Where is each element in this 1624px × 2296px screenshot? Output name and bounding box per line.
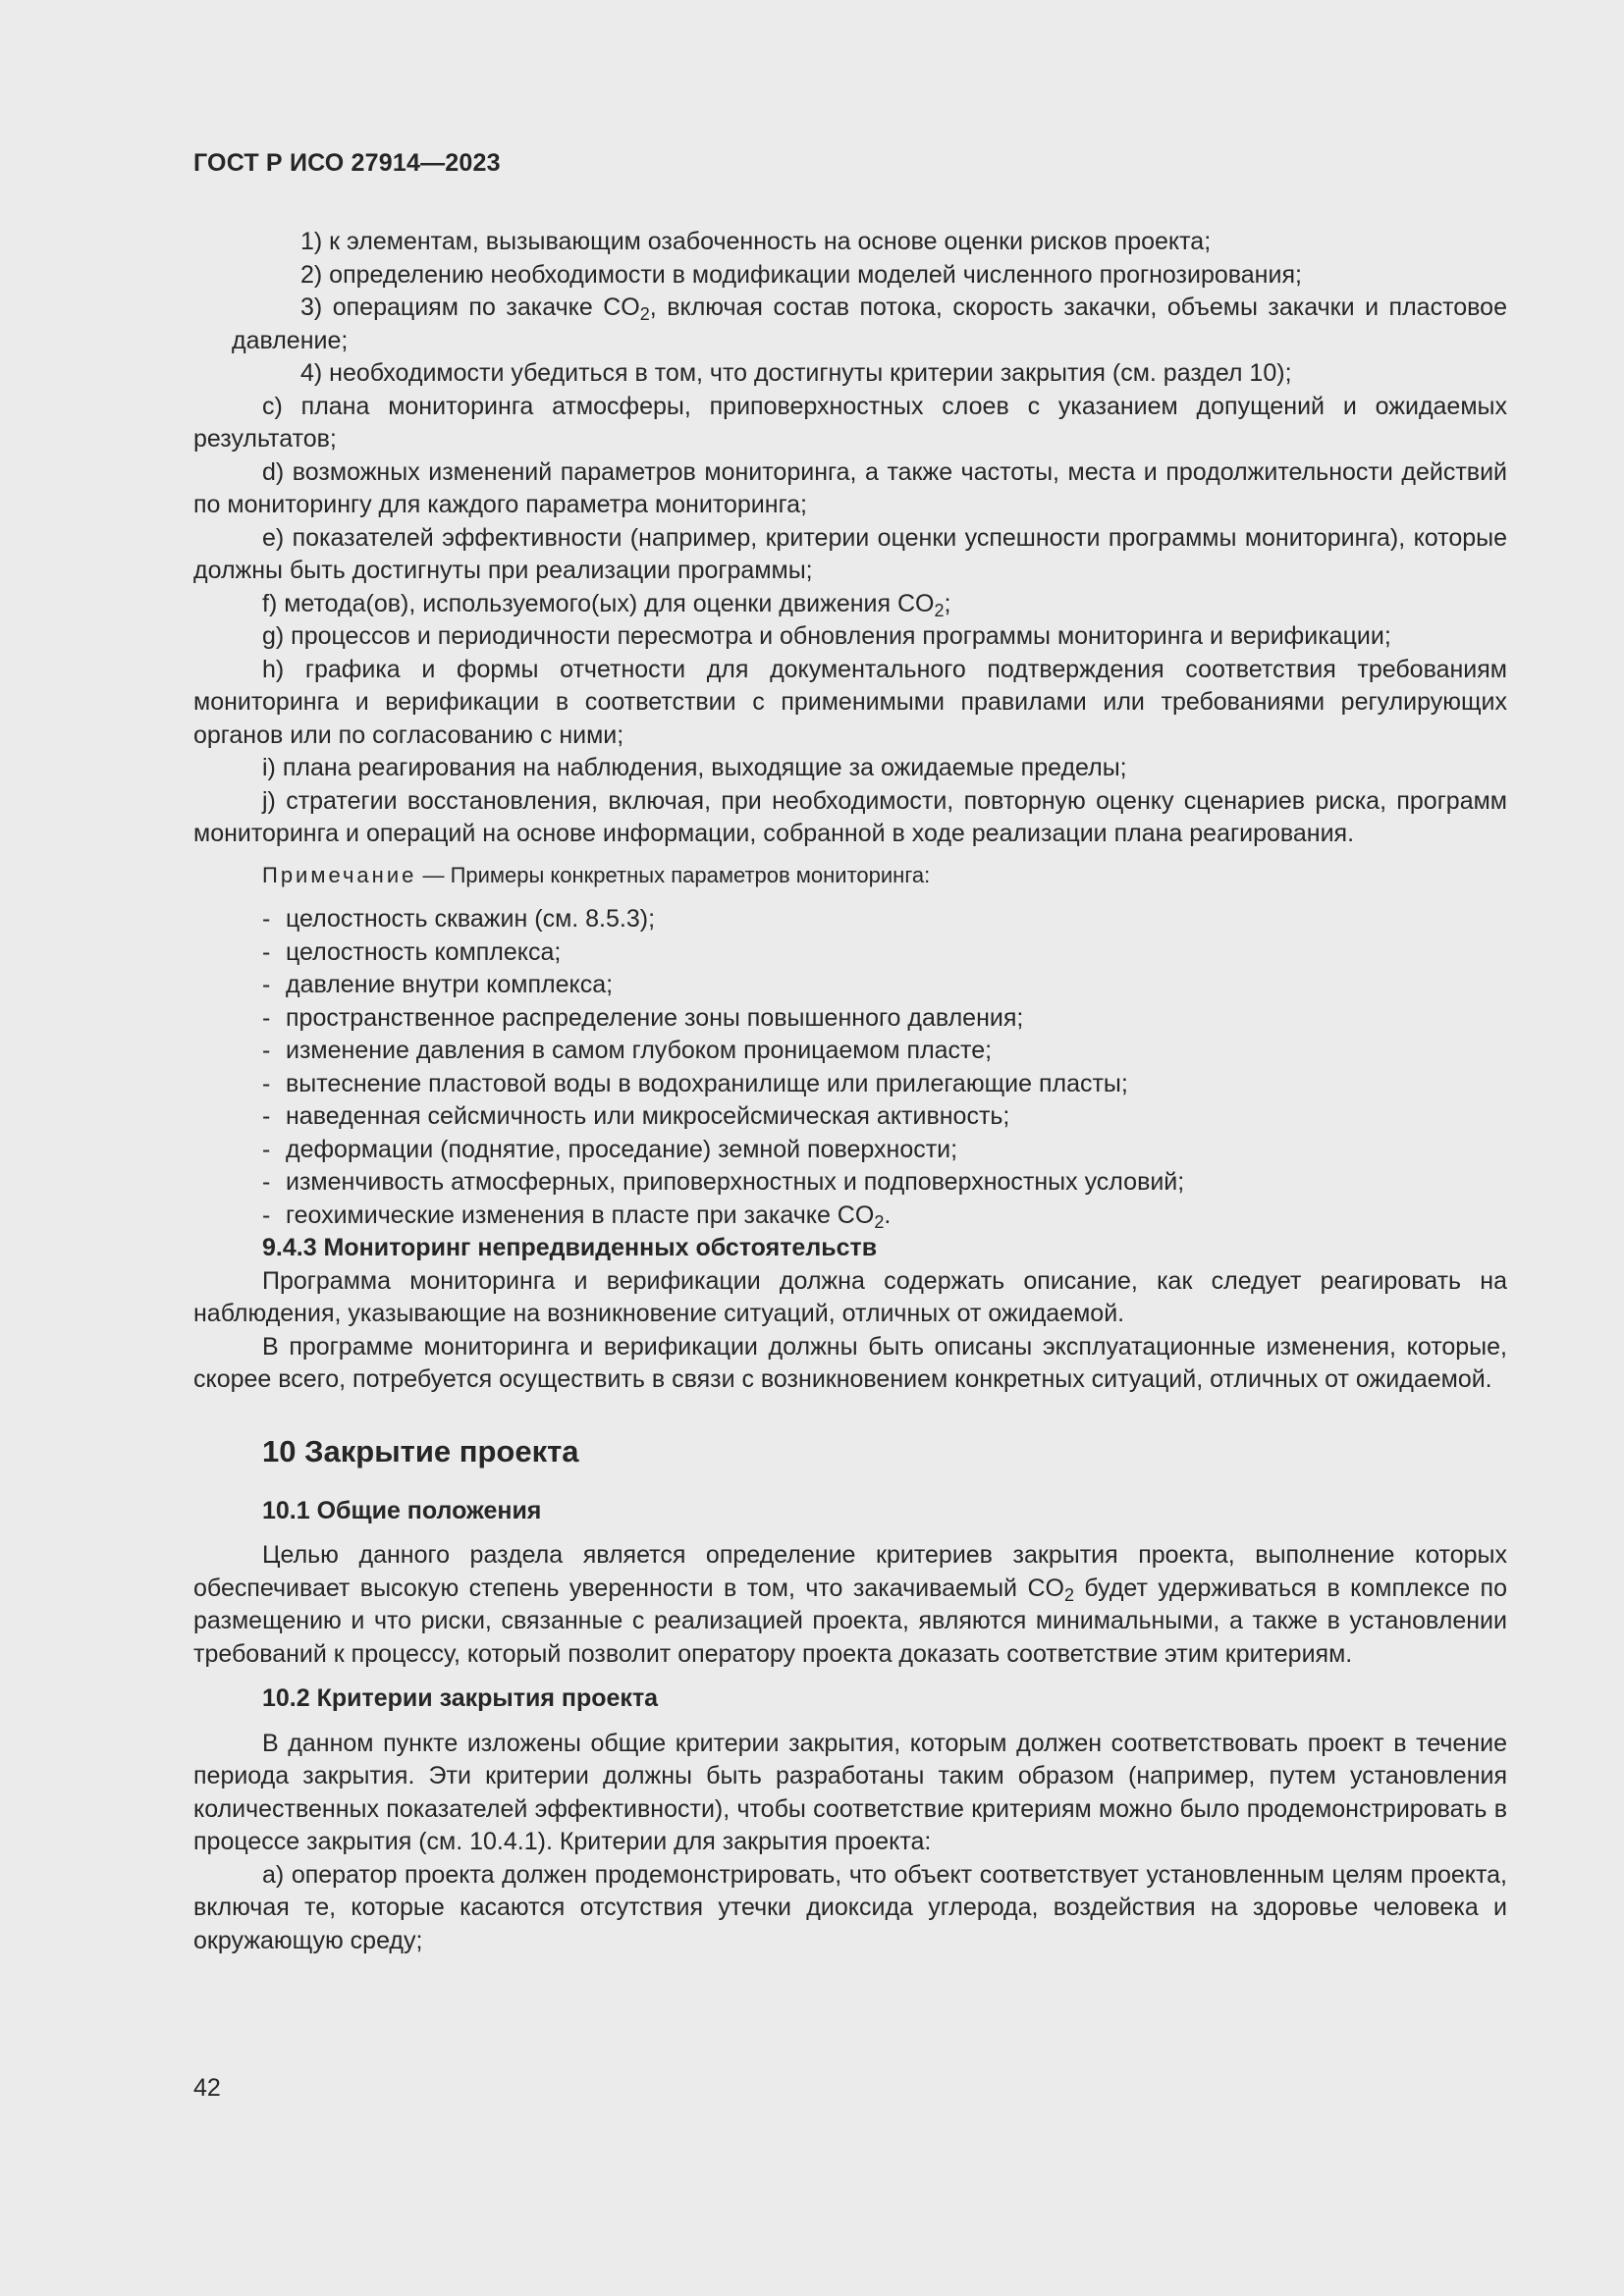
- dash-item: - деформации (поднятие, проседание) земной поверхности;: [262, 1135, 958, 1163]
- section-heading-9-4-3: 9.4.3 Мониторинг непредвиденных обстоятельств: [262, 1234, 878, 1261]
- list-item-i: i) плана реагирования на наблюдения, выходящие за ожидаемые пределы;: [262, 754, 1127, 781]
- paragraph: Программа мониторинга и верификации должна содержать описание, как следует реагировать на наблюдения, указывающие на возникновение ситуаций, отличных от ожидаемой.: [193, 1266, 1507, 1327]
- section-heading-10-2: 10.2 Критерии закрытия проекта: [262, 1684, 659, 1712]
- list-item-g: g) процессов и периодичности пересмотра и обновления программы мониторинга и верификации;: [262, 622, 1391, 650]
- list-item-f: f) метода(ов), используемого(ых) для оценки движения $CO_2$;: [262, 589, 951, 620]
- dash-item: - целостность скважин (см. 8.5.3);: [262, 905, 656, 933]
- list-item-4: 4) необходимости убедиться в том, что достигнуты критерии закрытия (см. раздел 10);: [300, 359, 1292, 387]
- list-item-3: 3) операциям по закачке $CO_2$, включая состав потока, скорость закачки, объемы закачки и пластовое давление;: [232, 294, 1507, 354]
- dash-item: - изменчивость атмосферных, приповерхностных и подповерхностных условий;: [262, 1168, 1185, 1196]
- note: [193, 859, 1507, 892]
- list-item-2: 2) определению необходимости в модификации моделей численного прогнозирования;: [300, 260, 1302, 289]
- paragraph: В данном пункте изложены общие критерии закрытия, которым должен соответствовать проект в течение периода закрытия. Эти критерии должны быть разработаны таким образом (например, путем установления количественных показателей эффективности), чтобы соответствие критериям можно было продемонстрировать в процессе закрытия (см. 10.4.1). Критерии для закрытия проекта:: [193, 1729, 1507, 1855]
- list-item-e: e) показателей эффективности (например, критерии оценки успешности программы мониторинга), которые должны быть достигнуты при реализации программы;: [193, 523, 1507, 584]
- section-heading-10: 10 Закрытие проекта: [262, 1433, 579, 1468]
- dash-item: - вытеснение пластовой воды в водохранилище или прилегающие пласты;: [262, 1069, 1128, 1097]
- paragraph: В программе мониторинга и верификации должны быть описаны эксплуатационные изменения, которые, скорее всего, потребуется осуществить в связи с возникновением конкретных ситуаций, отличных от ожидаемой.: [193, 1332, 1507, 1393]
- list-item-a: a) оператор проекта должен продемонстрировать, что объект соответствует установленным целям проекта, включая те, которые касаются отсутствия утечки диоксида углерода, воздействия на здоровье человека и окружающую среду;: [193, 1860, 1507, 1954]
- note-label: Примечание: [262, 862, 417, 887]
- list-item-j: j) стратегии восстановления, включая, при необходимости, повторную оценку сценариев риска, программ мониторинга и операций на основе информации, собранной в ходе реализации плана реагирования.: [193, 786, 1507, 847]
- page-number: 42: [193, 2074, 221, 2102]
- dash-item: - целостность комплекса;: [262, 937, 562, 966]
- dash-item: - наведенная сейсмичность или микросейсмическая активность;: [262, 1102, 1010, 1130]
- list-item-1: 1) к элементам, вызывающим озабоченность на основе оценки рисков проекта;: [300, 228, 1212, 255]
- dash-item: - давление внутри комплекса;: [262, 971, 614, 998]
- dash-item: - изменение давления в самом глубоком проницаемом пласте;: [262, 1037, 993, 1064]
- section-heading-10-1: 10.1 Общие положения: [262, 1496, 542, 1524]
- list-item-h: h) графика и формы отчетности для документального подтверждения соответствия требованиям мониторинга и верификации в соответствии с применимыми правилами или требованиями регулирующих органов или по согласованию с ними;: [193, 655, 1507, 749]
- note-text: — Примеры конкретных параметров мониторинга:: [416, 862, 931, 887]
- dash-item: - геохимические изменения в пласте при закачке $CO_2$.: [262, 1201, 892, 1232]
- list-item-d: d) возможных изменений параметров мониторинга, а также частоты, места и продолжительности действий по мониторингу для каждого параметра мониторинга;: [193, 457, 1507, 518]
- page-content: [193, 226, 1507, 1957]
- paragraph: Целью данного раздела является определение критериев закрытия проекта, выполнение которых обеспечивает высокую степень уверенности в том, что закачиваемый $CO_2$ будет удерживаться в комплексе по размещению и что риски, связанные с реализацией проекта, являются минимальными, а также в установлении требований к процессу, который позволит оператору проекта доказать соответствие этим критериям.: [193, 1541, 1507, 1668]
- list-item-c: c) плана мониторинга атмосферы, приповерхностных слоев с указанием допущений и ожидаемых результатов;: [193, 392, 1507, 453]
- parameter-list: [193, 903, 1507, 1200]
- dash-item: - пространственное распределение зоны повышенного давления;: [262, 1003, 1024, 1032]
- document-header: ГОСТ Р ИСО 27914—2023: [193, 149, 501, 177]
